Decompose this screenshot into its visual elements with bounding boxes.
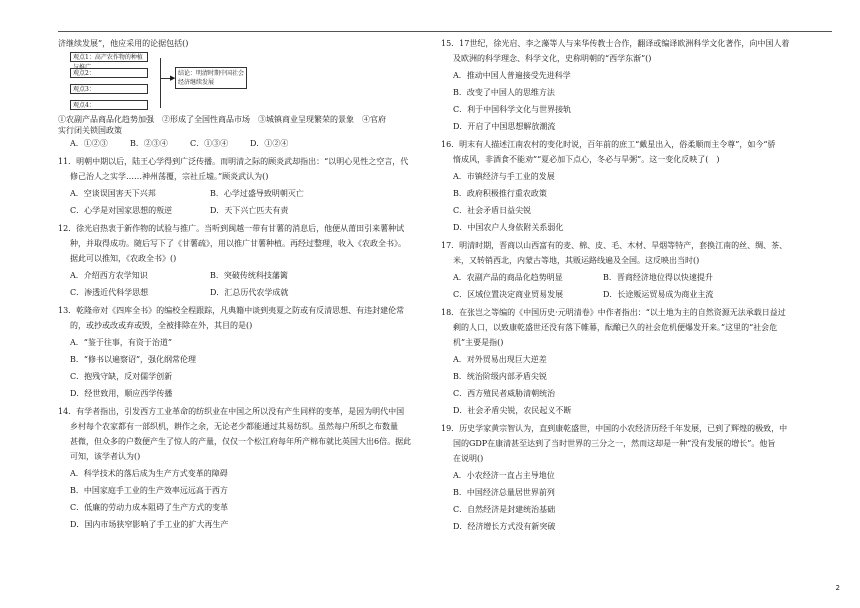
q15-cont: 及欧洲的科学理念、科学文化，史称明朝的“西学东渐”() xyxy=(453,54,652,63)
q14-option-b[interactable]: B．中国家庭手工业的生产效率远远高于西方 xyxy=(70,486,228,495)
q11-options-row2 xyxy=(58,205,426,216)
q14-option-c[interactable]: C．低廉的劳动力成本阻碍了生产方式的变革 xyxy=(70,503,229,512)
question-11 xyxy=(58,156,426,216)
diagram-conclusion: 结论：明清时期中国社会经济继续发展 xyxy=(175,67,247,89)
diagram-box-1: 观点1：高产农作物的种植与推广 xyxy=(70,52,148,62)
q15-option-b[interactable]: B．改变了中国人的思维方法 xyxy=(453,88,555,97)
page-number: 2 xyxy=(835,584,840,592)
question-14 xyxy=(58,406,426,530)
q10-statements-1: ①农副产品商品化趋势加强 ②形成了全国性商品市场 ③城镇商业呈现繁荣的景象 ④官府 xyxy=(58,115,386,124)
q18-option-d[interactable]: D．社会矛盾尖锐，农民起义不断 xyxy=(453,406,572,415)
q10-tail: 济继续发展”，他应采用的论据包括() xyxy=(58,39,189,48)
question-12 xyxy=(58,223,426,298)
q17-option-c[interactable]: C．区域位置决定商业贸易发展 xyxy=(453,290,564,299)
q10-choice-b[interactable]: B．②③④ xyxy=(130,139,168,148)
q16-option-a[interactable]: A．市镇经济与手工业的发展 xyxy=(453,172,555,181)
diagram-box-3: 观点3： xyxy=(70,84,148,94)
q14-option-d[interactable]: D．国内市场狭窄影响了手工业的扩大再生产 xyxy=(70,520,229,529)
q18-cont-2: 机”主要是指() xyxy=(453,338,504,347)
q10-statements-2: 实行闭关锁国政策 xyxy=(58,126,122,135)
q19-option-d[interactable]: D．经济增长方式没有新突破 xyxy=(453,522,556,531)
q11-options-row1 xyxy=(58,188,426,199)
diagram-box-2: 观点2： xyxy=(70,68,148,78)
q12-option-a[interactable]: A．介绍西方农学知识 xyxy=(70,271,148,280)
question-10 xyxy=(58,38,426,149)
q13-option-b[interactable]: B．“修书以遍察诏”，强化纲常伦理 xyxy=(70,355,197,364)
q19-option-a[interactable]: A．小农经济一直占主导地位 xyxy=(453,471,555,480)
left-column xyxy=(58,38,426,530)
question-19 xyxy=(441,423,813,532)
q11-option-c[interactable]: C．心学是对国家思想的叛逆 xyxy=(70,206,173,215)
q11-stem: 11．明朝中期以后，陆王心学得到广泛传播。而明清之际的顾炎武却指出：“以明心见性之空言，代 xyxy=(58,157,409,166)
q15-option-a[interactable]: A．推动中国人普遍接受先进科学 xyxy=(453,71,571,80)
q19-cont-2: 在说明() xyxy=(453,454,484,463)
q18-stem: 18．在张岂之等编的《中国历史·元明清卷》中作者指出：“以土地为主的自然资源无法承载日益过 xyxy=(441,308,786,317)
q17-option-d[interactable]: D．长途贩运贸易成为商业主流 xyxy=(603,290,714,299)
q18-option-b[interactable]: B．统治阶级内部矛盾尖锐 xyxy=(453,372,547,381)
q12-option-b[interactable]: B．突破传统科技藩篱 xyxy=(210,271,288,280)
q17-option-b[interactable]: B．晋商经济地位得以快速提升 xyxy=(603,273,713,282)
header-rule xyxy=(58,31,832,32)
q17-option-a[interactable]: A．农副产品的商品化趋势明显 xyxy=(453,273,563,282)
q11-option-a[interactable]: A．空谈误国害天下兴邦 xyxy=(70,189,156,198)
q13-cont: 的，或抄或改或弃或毁，全被排除在外，其目的是() xyxy=(70,321,253,330)
q14-option-a[interactable]: A．科学技术的落后成为生产方式变革的障碍 xyxy=(70,469,228,478)
q12-cont-1: 种，并取得成功。随后写下了《甘薯疏》，用以推广甘薯种植。再经过整理，收入《农政全书》。 xyxy=(70,239,406,248)
arrow-head-icon: ▶ xyxy=(170,74,176,82)
question-13 xyxy=(58,305,426,399)
q17-stem: 17．明清时期，晋商以山西富有的麦、棉、皮、毛、木材、旱烟等特产，套换江南的丝、绸、茶、 xyxy=(441,241,788,250)
q14-stem: 14．有学者指出，引发西方工业革命的纺织业在中国之所以没有产生同样的变革，是因为明代中国 xyxy=(58,407,405,416)
q16-cont: 惰成风，非酒食不能劝”“夏必加下点心，冬必与旱粥”。这一变化反映了( ) xyxy=(453,155,720,164)
q19-stem: 19．历史学家黄宗智认为，直到康乾盛世，中国的小农经济历经千年发展，已到了辉煌的极致，中 xyxy=(441,424,788,433)
q18-cont-1: 剩的人口，以致康乾盛世还没有落下帷幕，酝酿已久的社会危机便爆发开来。”这里的“社会危 xyxy=(453,323,778,332)
q16-option-d[interactable]: D．中国农户人身依附关系弱化 xyxy=(453,223,564,232)
q17-options-row1 xyxy=(441,272,813,283)
q14-cont-3: 可知，该学者认为() xyxy=(70,452,141,461)
q12-options-row1 xyxy=(58,270,426,281)
q14-cont-2: 甚微，但众多的户数便产生了惊人的产量，仅仅一个松江府每年所产棉布就比英国大出6倍。据此 xyxy=(70,437,412,446)
q13-option-c[interactable]: C．抱残守缺，反对儒学创新 xyxy=(70,372,173,381)
q10-choice-d[interactable]: D．①②④ xyxy=(250,139,289,148)
q18-option-c[interactable]: C．西方殖民者威胁清朝统治 xyxy=(453,389,556,398)
q19-option-b[interactable]: B．中国经济总量居世界前列 xyxy=(453,488,555,497)
q15-option-c[interactable]: C．利于中国科学文化与世界接轨 xyxy=(453,105,572,114)
q13-stem: 13．乾隆帝对《四库全书》的编校全程跟踪，凡典籍中谈到夷夏之防或有反清思想、有违封建伦常 xyxy=(58,306,405,315)
q19-option-c[interactable]: C．自然经济是封建统治基础 xyxy=(453,505,556,514)
q12-options-row2 xyxy=(58,287,426,298)
q12-stem: 12．徐光启热衷于新作物的试验与推广。当听到闽越一带有甘薯的消息后，他便从莆田引来薯种试 xyxy=(58,224,405,233)
q14-cont-1: 乡村每个农家都有一部织机，耕作之余，无论老少都能通过其易纺织。虽然每户所织之布数量 xyxy=(70,422,398,431)
q19-cont-1: 国的GDP在康清甚至达到了当时世界的三分之一，然而这却是一种“没有发展的增长”。他旨 xyxy=(453,439,776,448)
q10-choices xyxy=(58,138,426,149)
q17-options-row2 xyxy=(441,289,813,300)
q13-option-d[interactable]: D．经世致用，顺应西学传播 xyxy=(70,389,173,398)
q11-option-d[interactable]: D．天下兴亡匹夫有责 xyxy=(210,206,289,215)
question-15 xyxy=(441,38,813,132)
right-column xyxy=(441,38,813,532)
q13-option-a[interactable]: A．“鉴于往事，有资于治道” xyxy=(70,338,172,347)
q15-stem: 15．17世纪，徐光启、李之藻等人与来华传教士合作，翻译或编译欧洲科学文化著作，向中国人着 xyxy=(441,39,790,48)
q12-option-c[interactable]: C．渗透近代科学思想 xyxy=(70,288,149,297)
q15-option-d[interactable]: D．开启了中国思想解放潮流 xyxy=(453,122,556,131)
question-17 xyxy=(441,240,813,300)
q17-cont: 米，又转销西北，内蒙古等地，其贩运路线遍及全国。这反映出当时() xyxy=(453,256,700,265)
q10-choice-c[interactable]: C．①③④ xyxy=(190,139,229,148)
diagram-brace xyxy=(150,58,161,108)
q16-stem: 16．明末有人描述江南农村的变化时说，百年前的庶工“戴星出入，俗柔顺而主令尊”，如今“骄 xyxy=(441,140,776,149)
question-18 xyxy=(441,307,813,416)
q18-option-a[interactable]: A．对外贸易出现巨大逆差 xyxy=(453,355,547,364)
q12-option-d[interactable]: D．汇总历代农学成就 xyxy=(210,288,289,297)
diagram-box-4: 观点4： xyxy=(70,100,148,110)
q10-choice-a[interactable]: A．①②③ xyxy=(70,139,108,148)
argument-diagram xyxy=(70,52,426,112)
question-16 xyxy=(441,139,813,233)
q16-option-b[interactable]: B．政府积极推行重农政策 xyxy=(453,189,547,198)
q11-cont: 修己治人之实学……神州荡覆，宗社丘墟。”顾炎武认为() xyxy=(70,172,269,181)
q11-option-b[interactable]: B．心学过盛导致明朝灭亡 xyxy=(210,189,304,198)
q16-option-c[interactable]: C．社会矛盾日益尖锐 xyxy=(453,206,532,215)
q12-cont-2: 据此可以推知，《农政全书》() xyxy=(70,254,177,263)
